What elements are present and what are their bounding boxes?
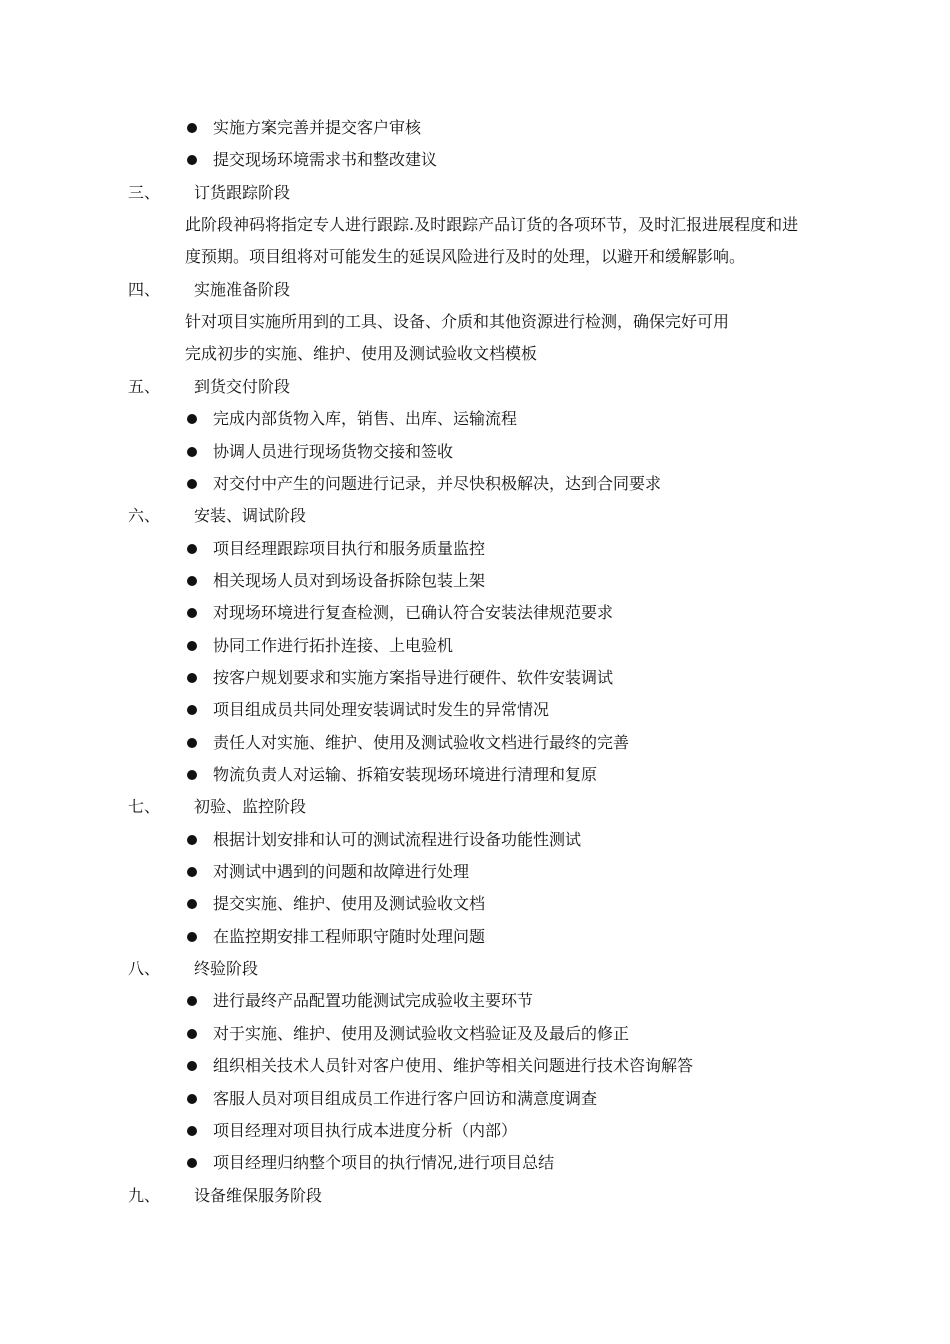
bullet-text: 项目经理归纳整个项目的执行情况,进行项目总结 (213, 1153, 555, 1172)
section-heading (0, 278, 950, 302)
bullet-dot-icon (187, 447, 197, 457)
bullet-dot-icon (187, 705, 197, 715)
bullet-text: 按客户规划要求和实施方案指导进行硬件、软件安装调试 (213, 668, 614, 687)
section-heading (0, 375, 950, 399)
bullet-dot-icon (187, 123, 197, 133)
paragraph-text: 度预期。项目组将对可能发生的延误风险进行及时的处理，以避开和缓解影响。 (185, 247, 746, 266)
bullet-dot-icon (187, 1158, 197, 1168)
bullet-dot-icon (187, 1029, 197, 1039)
bullet-item (0, 1119, 950, 1143)
paragraph-text: 针对项目实施所用到的工具、设备、介质和其他资源进行检测，确保完好可用 (185, 312, 730, 331)
bullet-item (0, 763, 950, 787)
bullet-item (0, 925, 950, 949)
bullet-item (0, 440, 950, 464)
bullet-item (0, 569, 950, 593)
bullet-item (0, 989, 950, 1013)
bullet-dot-icon (187, 608, 197, 618)
bullet-text: 对测试中遇到的问题和故障进行处理 (213, 862, 470, 881)
paragraph-text: 此阶段神码将指定专人进行跟踪.及时跟踪产品订货的各项环节，及时汇报进展程度和进 (185, 215, 799, 234)
section-number: 七、 (128, 797, 161, 816)
bullet-text: 客服人员对项目组成员工作进行客户回访和满意度调查 (213, 1089, 598, 1108)
bullet-text: 相关现场人员对到场设备拆除包装上架 (213, 571, 486, 590)
bullet-text: 实施方案完善并提交客户审核 (213, 118, 422, 137)
bullet-item (0, 634, 950, 658)
bullet-item (0, 860, 950, 884)
bullet-dot-icon (187, 1126, 197, 1136)
section-title: 终验阶段 (194, 959, 259, 978)
bullet-text: 协调人员进行现场货物交接和签收 (213, 442, 454, 461)
bullet-text: 对现场环境进行复查检测，已确认符合安装法律规范要求 (213, 603, 614, 622)
paragraph-line (0, 213, 950, 237)
bullet-item (0, 601, 950, 625)
bullet-dot-icon (187, 544, 197, 554)
paragraph-line (0, 310, 950, 334)
bullet-dot-icon (187, 932, 197, 942)
bullet-item (0, 1087, 950, 1111)
bullet-text: 提交现场环境需求书和整改建议 (213, 150, 438, 169)
section-heading (0, 181, 950, 205)
paragraph-text: 完成初步的实施、维护、使用及测试验收文档模板 (185, 344, 538, 363)
bullet-dot-icon (187, 867, 197, 877)
section-title: 初验、监控阶段 (194, 797, 307, 816)
section-number: 九、 (128, 1186, 161, 1205)
bullet-item (0, 1151, 950, 1175)
bullet-text: 进行最终产品配置功能测试完成验收主要环节 (213, 991, 534, 1010)
bullet-item (0, 116, 950, 140)
bullet-dot-icon (187, 155, 197, 165)
section-title: 设备维保服务阶段 (194, 1186, 323, 1205)
bullet-text: 项目经理对项目执行成本进度分析（内部） (213, 1121, 518, 1140)
bullet-item (0, 407, 950, 431)
bullet-item (0, 698, 950, 722)
section-heading (0, 957, 950, 981)
section-heading (0, 1184, 950, 1208)
bullet-dot-icon (187, 1094, 197, 1104)
bullet-item (0, 1022, 950, 1046)
section-number: 五、 (128, 377, 161, 396)
bullet-dot-icon (187, 899, 197, 909)
bullet-text: 提交实施、维护、使用及测试验收文档 (213, 894, 486, 913)
bullet-dot-icon (187, 738, 197, 748)
bullet-item (0, 731, 950, 755)
section-title: 安装、调试阶段 (194, 506, 307, 525)
bullet-item (0, 472, 950, 496)
bullet-item (0, 892, 950, 916)
section-heading (0, 504, 950, 528)
bullet-dot-icon (187, 996, 197, 1006)
bullet-dot-icon (187, 479, 197, 489)
section-title: 实施准备阶段 (194, 280, 291, 299)
bullet-dot-icon (187, 835, 197, 845)
bullet-dot-icon (187, 770, 197, 780)
section-number: 四、 (128, 280, 161, 299)
section-heading (0, 795, 950, 819)
bullet-dot-icon (187, 414, 197, 424)
bullet-text: 根据计划安排和认可的测试流程进行设备功能性测试 (213, 830, 582, 849)
bullet-item (0, 1054, 950, 1078)
bullet-text: 完成内部货物入库，销售、出库、运输流程 (213, 409, 518, 428)
section-title: 到货交付阶段 (194, 377, 291, 396)
bullet-item (0, 666, 950, 690)
bullet-text: 组织相关技术人员针对客户使用、维护等相关问题进行技术咨询解答 (213, 1056, 694, 1075)
bullet-item (0, 828, 950, 852)
section-number: 八、 (128, 959, 161, 978)
bullet-text: 对于实施、维护、使用及测试验收文档验证及及最后的修正 (213, 1024, 630, 1043)
bullet-item (0, 148, 950, 172)
bullet-text: 对交付中产生的问题进行记录，并尽快积极解决，达到合同要求 (213, 474, 662, 493)
bullet-text: 项目组成员共同处理安装调试时发生的异常情况 (213, 700, 550, 719)
section-title: 订货跟踪阶段 (194, 183, 291, 202)
bullet-text: 项目经理跟踪项目执行和服务质量监控 (213, 539, 486, 558)
bullet-dot-icon (187, 1061, 197, 1071)
bullet-item (0, 537, 950, 561)
bullet-text: 责任人对实施、维护、使用及测试验收文档进行最终的完善 (213, 733, 630, 752)
paragraph-line (0, 342, 950, 366)
paragraph-line (0, 245, 950, 269)
bullet-text: 物流负责人对运输、拆箱安装现场环境进行清理和复原 (213, 765, 598, 784)
bullet-dot-icon (187, 673, 197, 683)
bullet-dot-icon (187, 576, 197, 586)
bullet-text: 协同工作进行拓扑连接、上电验机 (213, 636, 454, 655)
bullet-dot-icon (187, 641, 197, 651)
section-number: 三、 (128, 183, 161, 202)
bullet-text: 在监控期安排工程师职守随时处理问题 (213, 927, 486, 946)
section-number: 六、 (128, 506, 161, 525)
